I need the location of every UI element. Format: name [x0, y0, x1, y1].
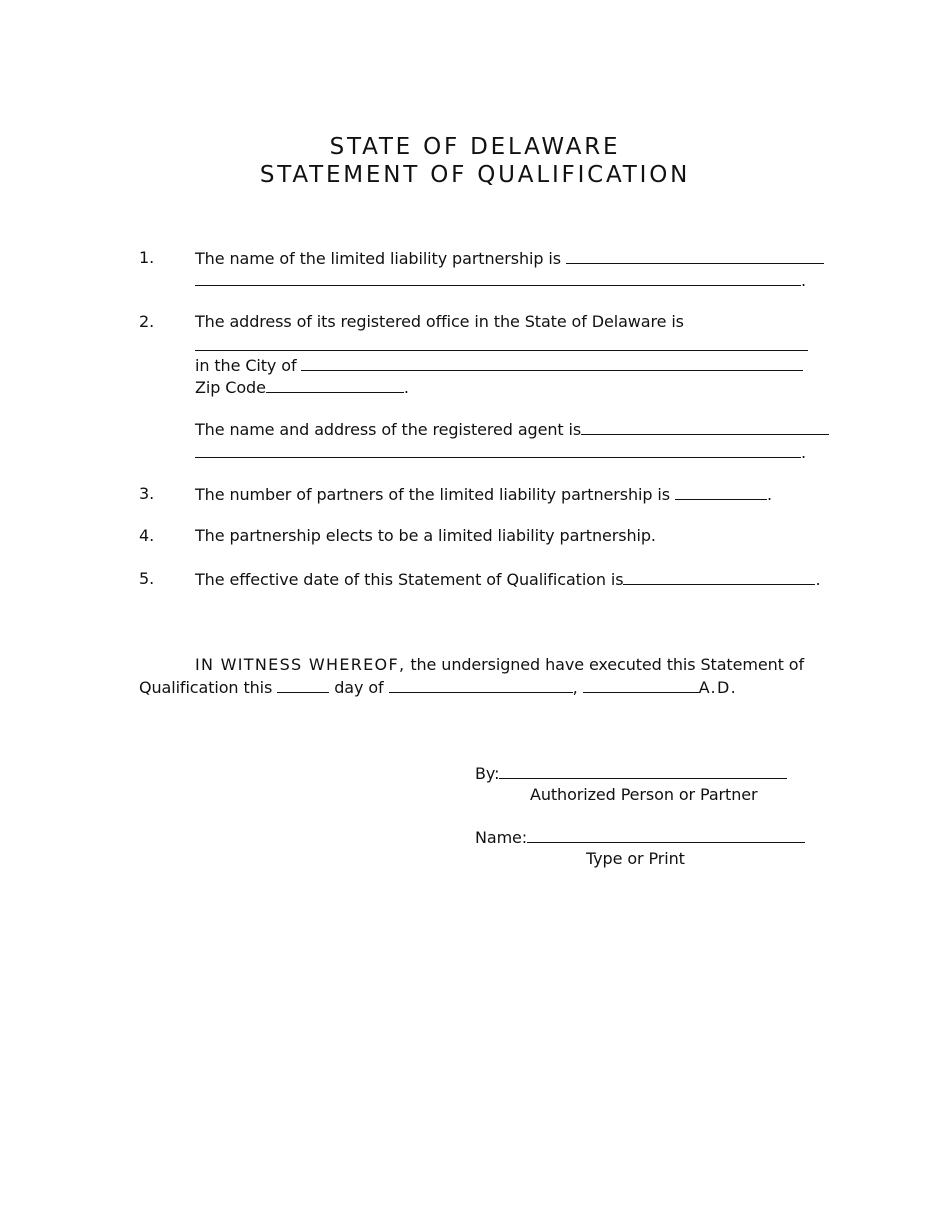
registered-agent-field-2[interactable] — [195, 442, 801, 458]
registered-office-address-field[interactable] — [195, 335, 808, 351]
item-2-number: 2. — [139, 312, 155, 331]
item-4-number: 4. — [139, 526, 155, 545]
partnership-name-field[interactable] — [566, 248, 824, 264]
registered-agent-field[interactable] — [581, 419, 829, 435]
witness-comma: , — [572, 678, 578, 697]
item-4-text: The partnership elects to be a limited liability partnership. — [195, 526, 656, 545]
agent-text: The name and address of the registered agent is — [195, 420, 582, 439]
title-line-1: STATE OF DELAWARE — [329, 134, 621, 160]
item-1-row — [195, 248, 824, 269]
item-1-end: . — [801, 271, 806, 290]
month-field[interactable] — [389, 677, 573, 693]
witness-ad: A.D. — [698, 678, 737, 697]
zip-end: . — [403, 378, 409, 397]
witness-rest: the undersigned have executed this Statement of — [405, 655, 805, 674]
by-label: By: — [475, 764, 500, 783]
by-caption: Authorized Person or Partner — [530, 785, 758, 804]
witness-line-2 — [139, 677, 737, 698]
signature-field[interactable] — [499, 763, 787, 779]
witness-qualification-this: Qualification this — [139, 678, 273, 697]
item-5-text: The effective date of this Statement of Qualification is — [195, 570, 624, 589]
item-2-row-2 — [195, 335, 808, 356]
item-2-city-row — [195, 355, 803, 376]
zip-label: Zip Code — [195, 378, 266, 397]
by-row — [475, 763, 787, 784]
printed-name-field[interactable] — [527, 827, 805, 843]
witness-line-1 — [195, 655, 804, 675]
witness-caps: IN WITNESS WHEREOF, — [195, 655, 406, 674]
item-3-number: 3. — [139, 484, 155, 503]
item-5-number: 5. — [139, 569, 155, 588]
name-caption: Type or Print — [586, 849, 685, 868]
item-1-row-2 — [195, 270, 806, 291]
item-1-number: 1. — [139, 248, 155, 267]
item-5-row — [195, 569, 820, 590]
zip-code-field[interactable] — [266, 377, 404, 393]
day-field[interactable] — [277, 677, 329, 693]
agent-row-2 — [195, 442, 806, 463]
agent-row — [195, 419, 829, 440]
number-of-partners-field[interactable] — [675, 484, 767, 500]
item-2-text: The address of its registered office in the State of Delaware is — [195, 312, 684, 331]
agent-end: . — [801, 443, 806, 462]
item-5-end: . — [815, 570, 821, 589]
item-2-zip-row — [195, 377, 409, 398]
year-field[interactable] — [583, 677, 699, 693]
city-field[interactable] — [301, 355, 803, 371]
item-1-text: The name of the limited liability partnership is — [195, 249, 561, 268]
effective-date-field[interactable] — [623, 569, 815, 585]
city-label: in the City of — [195, 356, 297, 375]
partnership-name-field-2[interactable] — [195, 270, 801, 286]
name-row — [475, 827, 805, 848]
item-3-row — [195, 484, 772, 505]
witness-day-of: day of — [334, 678, 384, 697]
item-3-text: The number of partners of the limited liability partnership is — [195, 485, 670, 504]
name-label: Name: — [475, 828, 528, 847]
item-3-end: . — [766, 485, 772, 504]
title-line-2: STATEMENT OF QUALIFICATION — [259, 162, 691, 188]
